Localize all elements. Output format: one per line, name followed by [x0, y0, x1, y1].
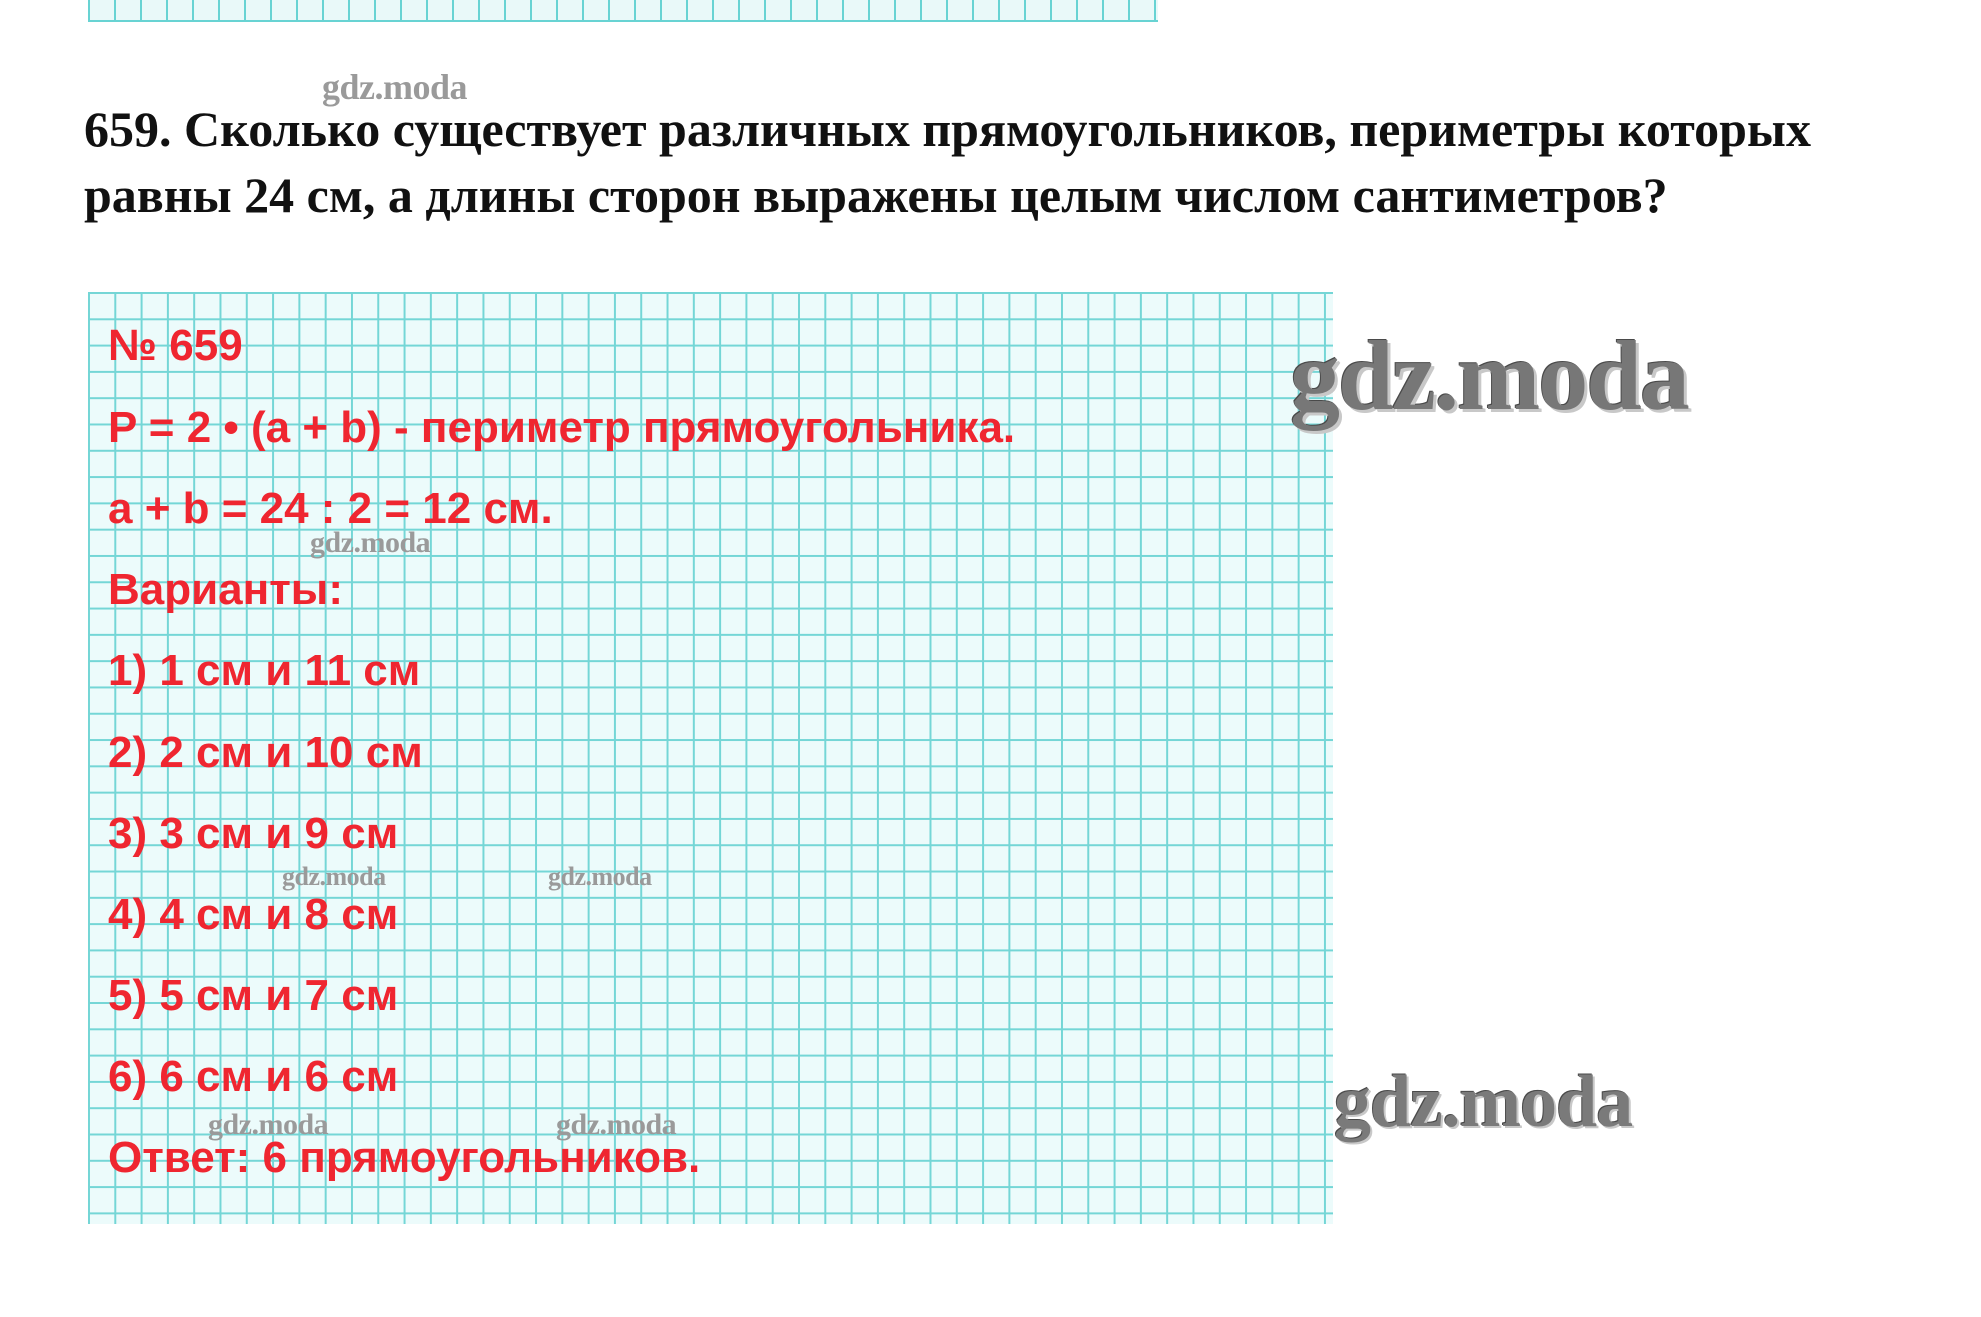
variant-item: 2) 2 см и 10 см [108, 728, 423, 777]
watermark: gdz.moda [310, 526, 431, 559]
variant-item: 6) 6 см и 6 см [108, 1052, 399, 1101]
variant-item: 5) 5 см и 7 см [108, 971, 399, 1020]
solution-heading: № 659 [108, 321, 243, 370]
watermark: gdz.moda [556, 1108, 677, 1141]
watermark-large: gdz.moda [1334, 1061, 1633, 1143]
variant-item: 4) 4 см и 8 см [108, 890, 399, 939]
watermark: gdz.moda [322, 67, 468, 107]
grid-paper-strip-top [88, 0, 1158, 22]
task-statement: 659. Сколько существует различных прямоугольников, периметры которых равны 24 см, а длины сторон выражены целым числом сантиметров? [84, 101, 1811, 223]
perimeter-formula: P = 2 • (a + b) - периметр прямоугольника. [108, 403, 1016, 452]
watermark: gdz.moda [208, 1108, 329, 1141]
variant-item: 1) 1 см и 11 см [108, 646, 421, 695]
variant-item: 3) 3 см и 9 см [108, 809, 399, 858]
variants-label: Варианты: [108, 565, 343, 614]
answer-line: Ответ: 6 прямоугольников. [108, 1133, 701, 1182]
side-sum: a + b = 24 : 2 = 12 см. [108, 484, 553, 533]
watermark: gdz.moda [282, 862, 386, 891]
watermark: gdz.moda [548, 862, 652, 891]
watermark-large: gdz.moda [1290, 320, 1688, 431]
